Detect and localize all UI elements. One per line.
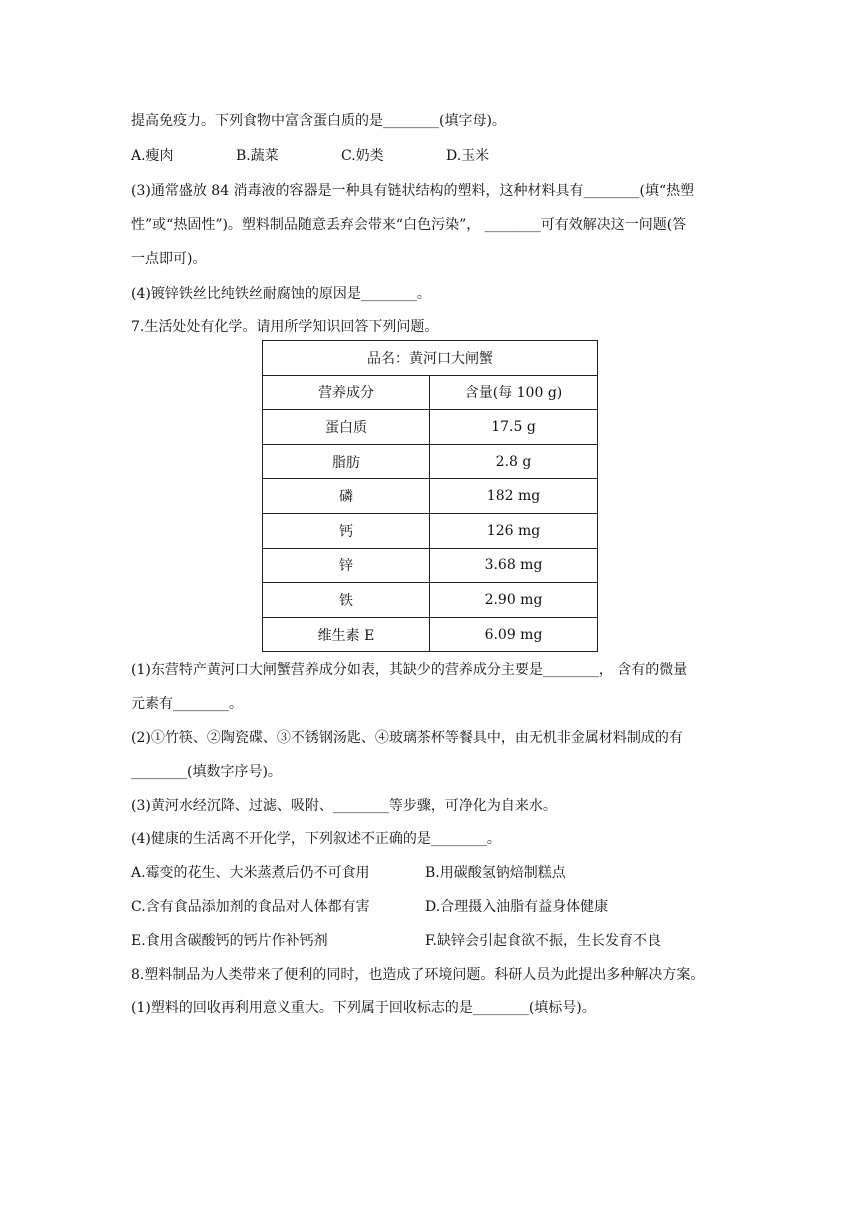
q6-option-a: A.瘦肉 [131,148,174,164]
table-row [263,444,598,479]
table-cell-amount: 2.90 mg [430,583,598,618]
q6-option-d: D.玉米 [446,148,490,164]
table-cell-amount: 17.5 g [430,410,598,445]
nutrition-table [262,340,598,652]
table-header-amount: 含量(每 100 g) [430,375,598,410]
table-title: 品名：黄河口大闸蟹 [263,341,598,376]
table-cell-nutrient: 蛋白质 [263,410,430,445]
q7-option-c: C.含有食品添加剂的食品对人体都有害 [131,899,370,915]
table-header-nutrient: 营养成分 [263,375,430,410]
q6-line-immunity: 提高免疫力。下列食物中富含蛋白质的是________(填字母)。 [131,113,506,129]
q7-part2-line1: (2)①竹筷、②陶瓷碟、③不锈钢汤匙、④玻璃茶杯等餐具中，由无机非金属材料制成的有 [131,730,683,746]
table-cell-nutrient: 脂肪 [263,444,430,479]
q7-part1-line2: 元素有________。 [131,696,243,712]
q7-option-f: F.缺锌会引起食欲不振，生长发育不良 [425,933,661,949]
table-cell-amount: 182 mg [430,479,598,514]
q6-option-b: B.蔬菜 [236,148,279,164]
q6-part3-line3: 一点即可)。 [131,251,207,267]
table-row [263,410,598,445]
table-cell-nutrient: 锌 [263,548,430,583]
table-cell-amount: 3.68 mg [430,548,598,583]
table-row [263,479,598,514]
q7-option-b: B.用碳酸氢钠焙制糕点 [425,865,566,881]
q7-option-d: D.合理摄入油脂有益身体健康 [425,899,609,915]
q6-part3-line2: 性”或“热固性”)。塑料制品随意丢弃会带来“白色污染”， ________可有效解决这一问题(答 [131,217,687,233]
table-cell-nutrient: 磷 [263,479,430,514]
q7-part3: (3)黄河水经沉降、过滤、吸附、________等步骤，可净化为自来水。 [131,798,557,814]
q8-part1: (1)塑料的回收再利用意义重大。下列属于回收标志的是________(填标号)。 [131,1000,596,1016]
table-cell-amount: 126 mg [430,513,598,548]
table-row [263,513,598,548]
q6-part4: (4)镀锌铁丝比纯铁丝耐腐蚀的原因是________。 [131,286,431,302]
table-cell-nutrient: 钙 [263,513,430,548]
q8-intro: 8.塑料制品为人类带来了便利的同时，也造成了环境问题。科研人员为此提出多种解决方案。 [131,967,705,983]
table-row [263,548,598,583]
table-cell-amount: 6.09 mg [430,617,598,652]
q7-part1-line1: (1)东营特产黄河口大闸蟹营养成分如表，其缺少的营养成分主要是________， 含有的微量 [131,662,688,678]
q7-intro: 7.生活处处有化学。请用所学知识回答下列问题。 [131,319,439,335]
table-row [263,617,598,652]
table-cell-nutrient: 铁 [263,583,430,618]
table-row [263,583,598,618]
q7-option-a: A.霉变的花生、大米蒸煮后仍不可食用 [131,865,370,881]
q7-option-e: E.食用含碳酸钙的钙片作补钙剂 [131,933,328,949]
table-title-row [263,341,598,376]
table-cell-amount: 2.8 g [430,444,598,479]
table-header-row [263,375,598,410]
q6-part3-line1: (3)通常盛放 84 消毒液的容器是一种具有链状结构的塑料，这种材料具有________(填“热塑 [131,183,695,199]
q6-option-c: C.奶类 [341,148,384,164]
q7-part4: (4)健康的生活离不开化学，下列叙述不正确的是________。 [131,831,501,847]
table-cell-nutrient: 维生素 E [263,617,430,652]
q7-part2-line2: ________(填数字序号)。 [131,764,282,780]
